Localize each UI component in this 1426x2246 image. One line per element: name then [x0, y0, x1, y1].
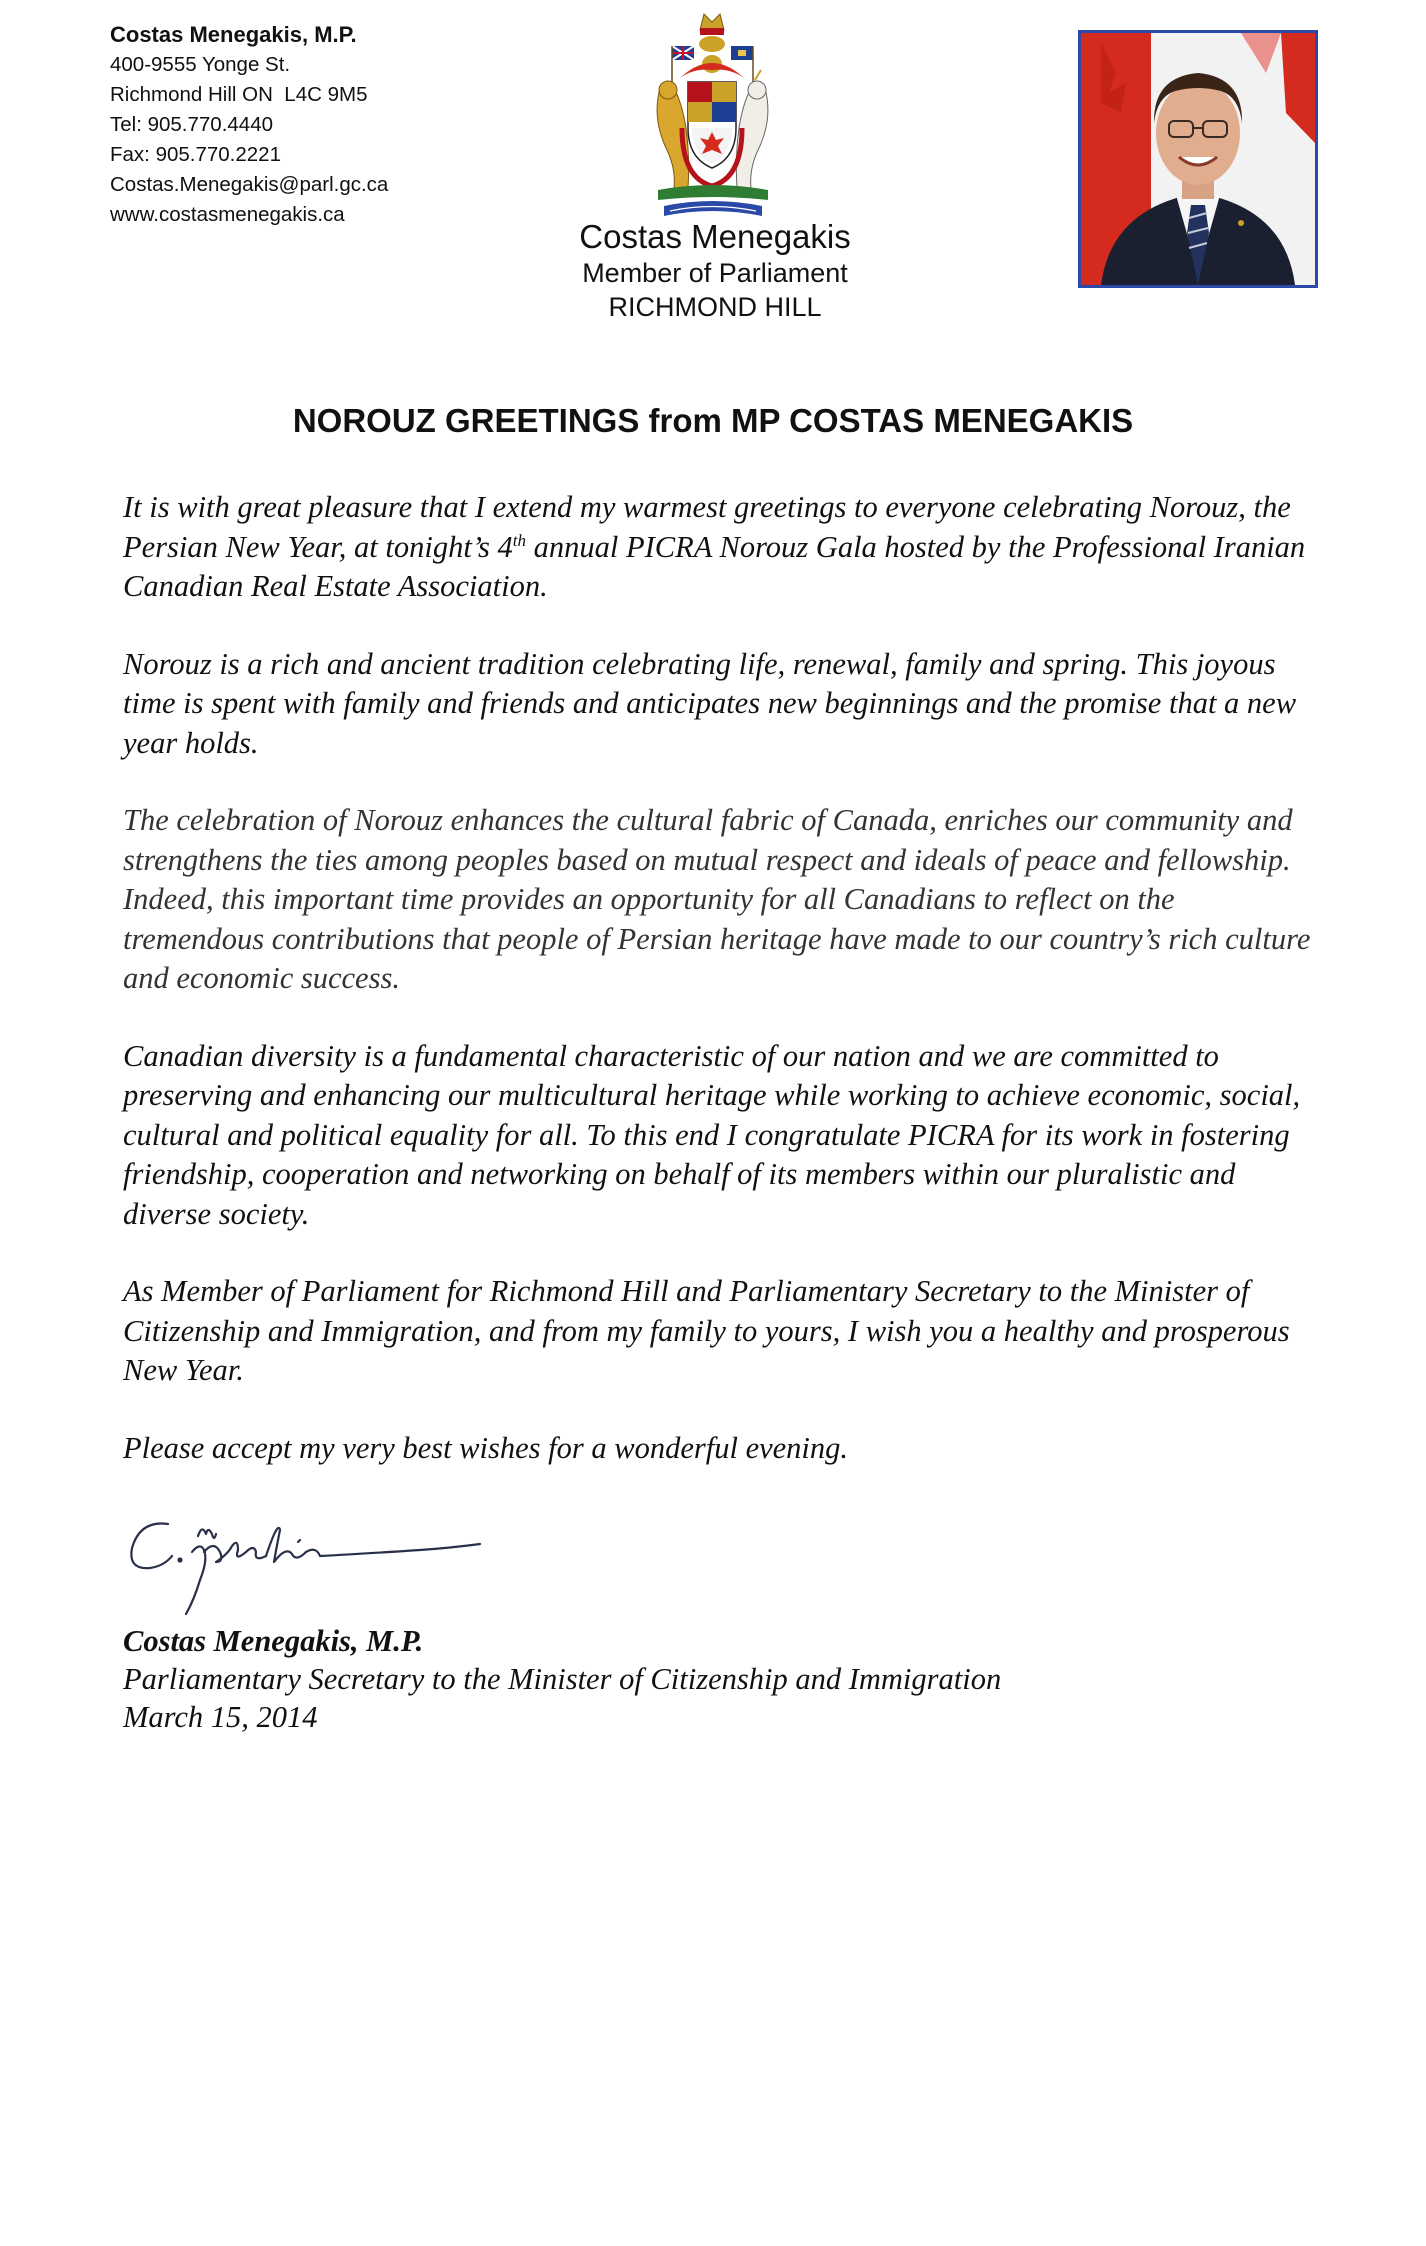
fax: Fax: 905.770.2221 — [110, 143, 281, 166]
canada-coat-of-arms-icon — [630, 8, 795, 223]
signatory-position: Parliamentary Secretary to the Minister of Citizenship and Immigration — [123, 1662, 1002, 1696]
letter-heading: NOROUZ GREETINGS from MP COSTAS MENEGAKIS — [292, 402, 1134, 439]
letterhead-contact — [110, 20, 388, 230]
paragraph-5: As Member of Parliament for Richmond Hill and Parliamentary Secretary to the Minister of Citizenship and Immigration, and from my family to yours, I wish you a healthy and prosperous New Year. — [123, 1274, 1290, 1387]
paragraph-4: Canadian diversity is a fundamental characteristic of our nation and we are committed to preserving and enhancing our multicultural heritage while working to achieve economic, social, cultural and political equality for all. To this end I congratulate PICRA for its work in fostering friendship, cooperation and networking on behalf of its members within our pluralistic and diverse society. — [123, 1038, 1301, 1231]
mp-title: Member of Parliament — [582, 258, 848, 288]
riding-name: RICHMOND HILL — [608, 292, 822, 322]
paragraph-2: Norouz is a rich and ancient tradition celebrating life, renewal, family and spring. This joyous time is spent with family and friends and anticipates new beginnings and the promise that a new year holds. — [123, 646, 1297, 760]
handwritten-signature — [120, 1490, 500, 1620]
address-line-1: 400-9555 Yonge St. — [110, 53, 291, 76]
paragraph-1 — [123, 488, 1323, 607]
letter-closing — [123, 1622, 1001, 1736]
website-link[interactable]: www.costasmenegakis.ca — [110, 203, 345, 226]
paragraph-6: Please accept my very best wishes for a wonderful evening. — [123, 1430, 849, 1465]
paragraph-1-text-a: It is with great pleasure that I extend my warmest greetings to everyone celebrating Norouz, the Persian New Year, at tonight’s 4 — [123, 490, 1291, 564]
paragraph-1-text-b: annual PICRA Norouz Gala hosted by the Professional Iranian Canadian Real Estate Association. — [123, 529, 1306, 603]
letter-date: March 15, 2014 — [123, 1700, 318, 1734]
tel: Tel: 905.770.4440 — [110, 113, 273, 136]
paragraph-3: The celebration of Norouz enhances the cultural fabric of Canada, enriches our community and strengthens the ties among peoples based on mutual respect and ideals of peace and fellowship. Indeed, this important time provides an opportunity for all Canadians to reflect on the tremendous contributions that people of Persian heritage have made to our country’s rich culture and economic success. — [123, 803, 1311, 995]
email-link[interactable]: Costas.Menegakis@parl.gc.ca — [110, 173, 389, 196]
ordinal-suffix: th — [512, 530, 527, 550]
signatory-name: Costas Menegakis, M.P. — [123, 1624, 424, 1658]
contact-name: Costas Menegakis, M.P. — [110, 22, 357, 47]
portrait-photo — [1078, 30, 1318, 288]
mp-name: Costas Menegakis — [579, 218, 851, 255]
letter-body — [123, 488, 1323, 1506]
address-line-2: Richmond Hill ON L4C 9M5 — [110, 83, 368, 106]
